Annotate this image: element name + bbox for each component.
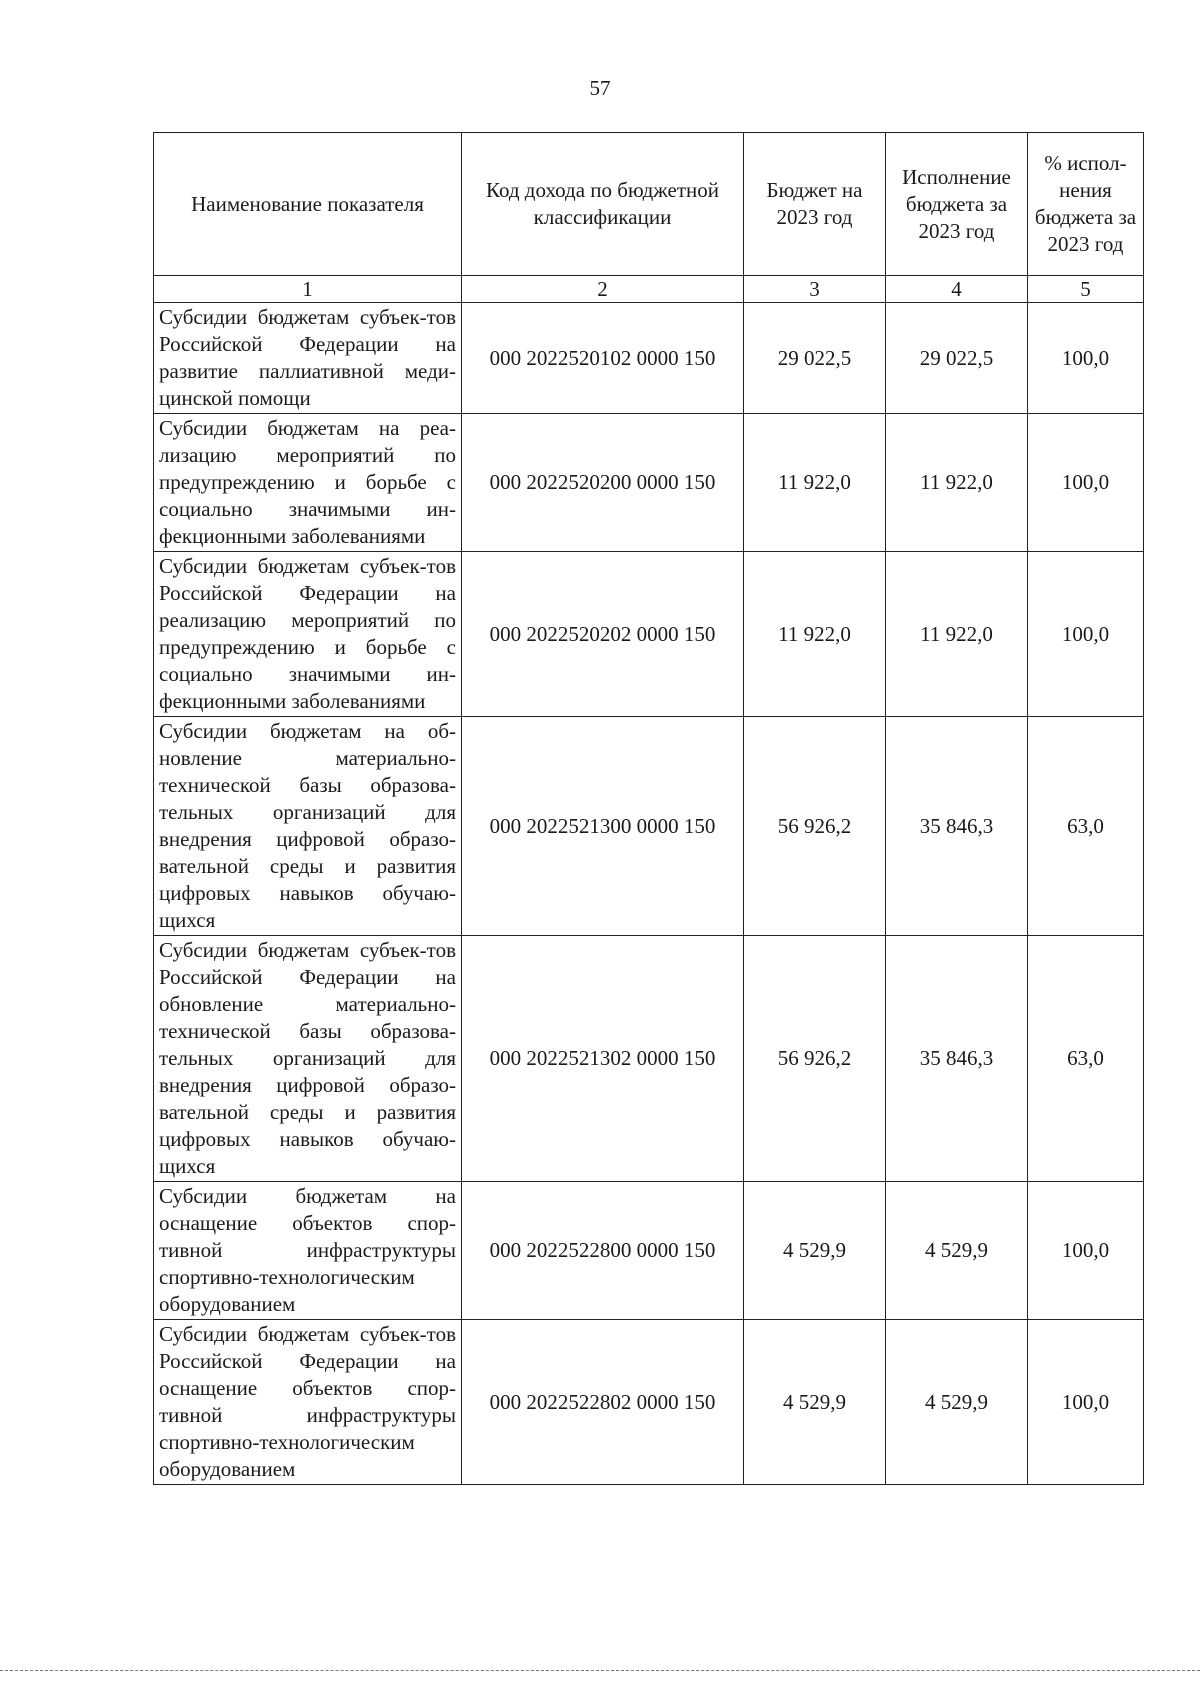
column-number: 3 [744, 276, 886, 303]
table-row [154, 936, 1144, 1182]
column-number: 5 [1028, 276, 1144, 303]
table-row [154, 1182, 1144, 1320]
header-execution-percent: % испол-нения бюджета за 2023 год [1028, 133, 1144, 276]
table-row [154, 414, 1144, 552]
indicator-name: Субсидии бюджетам субъек-тов Российской Федерации на оснащение объектов спор-тивной инфраструктуры спортивно-технологическим оборудованием [154, 1320, 462, 1485]
budget-value: 11 922,0 [744, 552, 886, 717]
page-bottom-divider [0, 1670, 1200, 1671]
column-number: 4 [886, 276, 1028, 303]
execution-percent: 100,0 [1028, 1182, 1144, 1320]
execution-value: 4 529,9 [886, 1320, 1028, 1485]
indicator-name: Субсидии бюджетам субъек-тов Российской Федерации на реализацию мероприятий по предупреждению и борьбе с социально значимыми ин-фекционными заболеваниями [154, 552, 462, 717]
income-code: 000 2022522802 0000 150 [462, 1320, 744, 1485]
page-number: 57 [589, 76, 611, 100]
header-indicator-name: Наименование показателя [154, 133, 462, 276]
table-row [154, 303, 1144, 414]
execution-percent: 100,0 [1028, 414, 1144, 552]
execution-value: 11 922,0 [886, 414, 1028, 552]
execution-value: 29 022,5 [886, 303, 1028, 414]
header-income-code: Код дохода по бюджетной классификации [462, 133, 744, 276]
budget-value: 4 529,9 [744, 1182, 886, 1320]
execution-value: 35 846,3 [886, 717, 1028, 936]
column-number-row [154, 276, 1144, 303]
budget-value: 56 926,2 [744, 717, 886, 936]
income-code: 000 2022520202 0000 150 [462, 552, 744, 717]
income-code: 000 2022521300 0000 150 [462, 717, 744, 936]
budget-value: 29 022,5 [744, 303, 886, 414]
execution-percent: 100,0 [1028, 1320, 1144, 1485]
execution-percent: 100,0 [1028, 303, 1144, 414]
indicator-name: Субсидии бюджетам субъек-тов Российской Федерации на развитие паллиативной меди-цинской помощи [154, 303, 462, 414]
column-number: 1 [154, 276, 462, 303]
header-budget-2023: Бюджет на 2023 год [744, 133, 886, 276]
budget-table [153, 132, 1144, 1485]
execution-percent: 100,0 [1028, 552, 1144, 717]
indicator-name: Субсидии бюджетам на реа-лизацию мероприятий по предупреждению и борьбе с социально значимыми ин-фекционными заболеваниями [154, 414, 462, 552]
execution-percent: 63,0 [1028, 717, 1144, 936]
table-header-row [154, 133, 1144, 276]
table-row [154, 717, 1144, 936]
execution-value: 11 922,0 [886, 552, 1028, 717]
execution-value: 4 529,9 [886, 1182, 1028, 1320]
execution-value: 35 846,3 [886, 936, 1028, 1182]
header-execution-2023: Исполнение бюджета за 2023 год [886, 133, 1028, 276]
income-code: 000 2022521302 0000 150 [462, 936, 744, 1182]
indicator-name: Субсидии бюджетам субъек-тов Российской Федерации на обновление материально-технической базы образова-тельных организаций для внедрения цифровой образо-вательной среды и развития цифровых навыков обучаю-щихся [154, 936, 462, 1182]
budget-value: 11 922,0 [744, 414, 886, 552]
budget-value: 56 926,2 [744, 936, 886, 1182]
table-row [154, 552, 1144, 717]
income-code: 000 2022520102 0000 150 [462, 303, 744, 414]
column-number: 2 [462, 276, 744, 303]
indicator-name: Субсидии бюджетам на оснащение объектов спор-тивной инфраструктуры спортивно-технологическим оборудованием [154, 1182, 462, 1320]
budget-value: 4 529,9 [744, 1320, 886, 1485]
execution-percent: 63,0 [1028, 936, 1144, 1182]
table-row [154, 1320, 1144, 1485]
indicator-name: Субсидии бюджетам на об-новление материально-технической базы образова-тельных организаций для внедрения цифровой образо-вательной среды и развития цифровых навыков обучаю-щихся [154, 717, 462, 936]
income-code: 000 2022520200 0000 150 [462, 414, 744, 552]
income-code: 000 2022522800 0000 150 [462, 1182, 744, 1320]
